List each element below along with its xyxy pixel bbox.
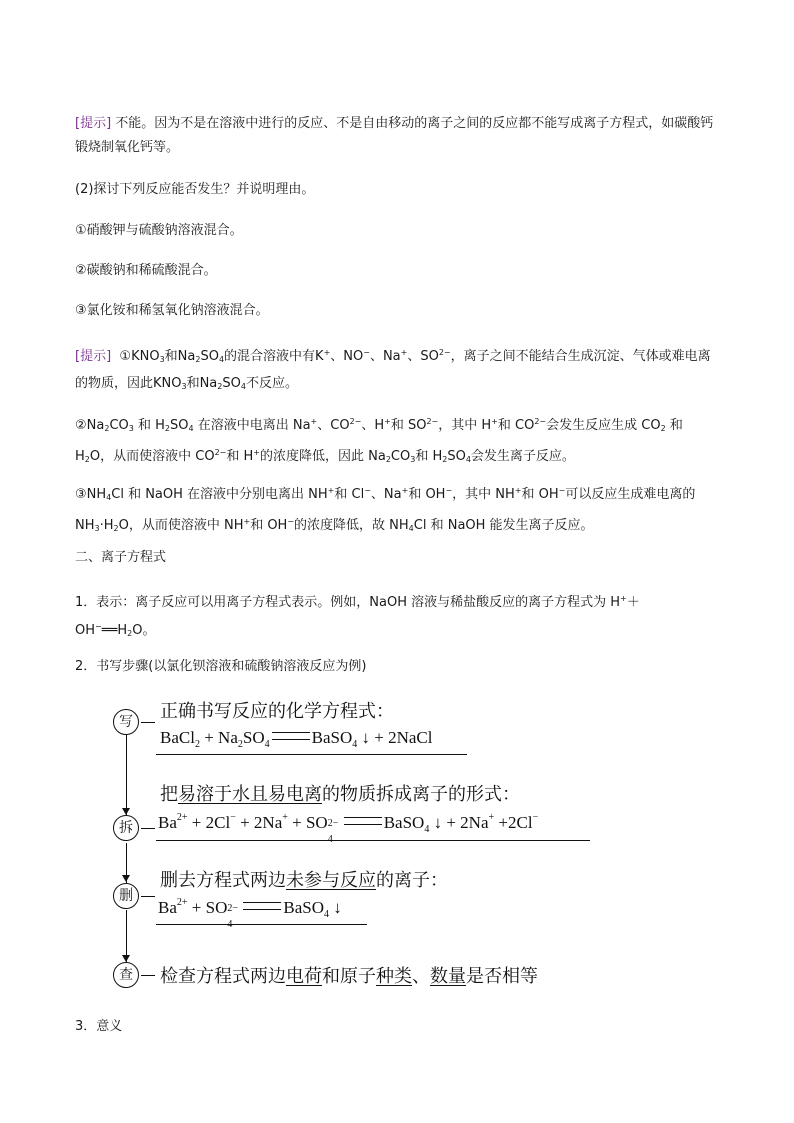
tip-label: [提示] [75,349,112,364]
step-write-text: 正确书写反应的化学方程式： [160,701,394,721]
answer-paragraph-3: $③NH_4Cl$ 和 NaOH 在溶液中分别电离出 NH+和 Cl−、Na+和 OH−，其中 NH+和 OH−可以反应生成难电离的 $NH_3\cdot H_2O$，从而使溶液中 NH+和 OH−的浓度降低，故 $NH_4Cl$ 和 NaOH 能发生离子反应。 [75,486,696,533]
question-2-item-2: ②碳酸钠和稀硫酸混合。 [75,263,217,278]
equals-sign [243,902,281,910]
equation-3: $Ba^{2+}$ + SO 2− 4 BaSO$_4$ ↓ [158,897,342,930]
step-check-text: 检查方程式两边电荷和原子种类、数量是否相等 [160,966,538,986]
arrow-icon [122,875,130,882]
arrow-icon [122,955,130,962]
step-split-text: 把易溶于水且易电离的物质拆成离子的形式： [160,784,520,804]
equals-sign [272,732,310,740]
answer-paragraph-2: $②Na_2CO_3$ 和 $H_2SO_4$ 在溶液中电离出 Na+、$CO^{2-}$、H+和 $SO^{2-}$，其中 H+和 $CO^{2-}$会发生反应生成 $CO_2$ 和 $H_2O$，从而使溶液中 $CO^{2-}$和 H+的浓度降低，因此 $Na_2CO_3$和 $H_2SO_4$会发生离子反应。 [75,417,683,464]
arrow-icon [122,808,130,815]
step-check-circle: 查 [113,962,139,988]
equation-2: $Ba^{2+} + 2Cl^- + 2Na^+$ + SO 2− 4 BaSO$_4$ ↓ + 2Na+ +2Cl− [158,812,539,845]
step-3-heading: 3．意义 [75,1019,123,1034]
tip-paragraph-2: [提示] $①KNO_3$和$Na_2SO_4$的混合溶液中有K+、NO−、Na+、$SO^{2-}$，离子之间不能结合生成沉淀、气体或难电离的物质，因此$KNO_3$和$Na_2SO_4$不反应。 [75,348,711,391]
step-split-circle: 拆 [113,815,139,841]
question-2-item-3: ③氯化铵和稀氢氧化钠溶液混合。 [75,303,269,318]
equals-sign [344,817,382,825]
equation-1: BaCl$_2$ + $Na_2SO_4$ BaSO$_4$ ↓ + 2NaCl [160,728,433,750]
step-write-circle: 写 [113,709,139,735]
question-2-item-1: ①硝酸钾与硫酸钠溶液混合。 [75,223,243,238]
question-2-title: (2)探讨下列反应能否发生？并说明理由。 [75,182,315,197]
step-1-definition: 1．表示：离子反应可以用离子方程式表示。例如，NaOH 溶液与稀盐酸反应的离子方程式为 $H^++OH^-══H_2O$。 [75,594,640,638]
tip-label: [提示] [75,116,112,131]
section-heading: 二、离子方程式 [75,550,167,565]
flow-connector [126,735,127,815]
tip-paragraph-1: [提示] 不能。因为不是在溶液中进行的反应、不是自由移动的离子之间的反应都不能写成离子方程式，如碳酸钙锻烧制氧化钙等。 [75,116,714,155]
step-2-heading: 2．书写步骤(以氯化钡溶液和硫酸钠溶液反应为例) [75,659,367,674]
step-delete-text: 删去方程式两边未参与反应的离子： [160,870,448,890]
step-delete-circle: 删 [113,883,139,909]
